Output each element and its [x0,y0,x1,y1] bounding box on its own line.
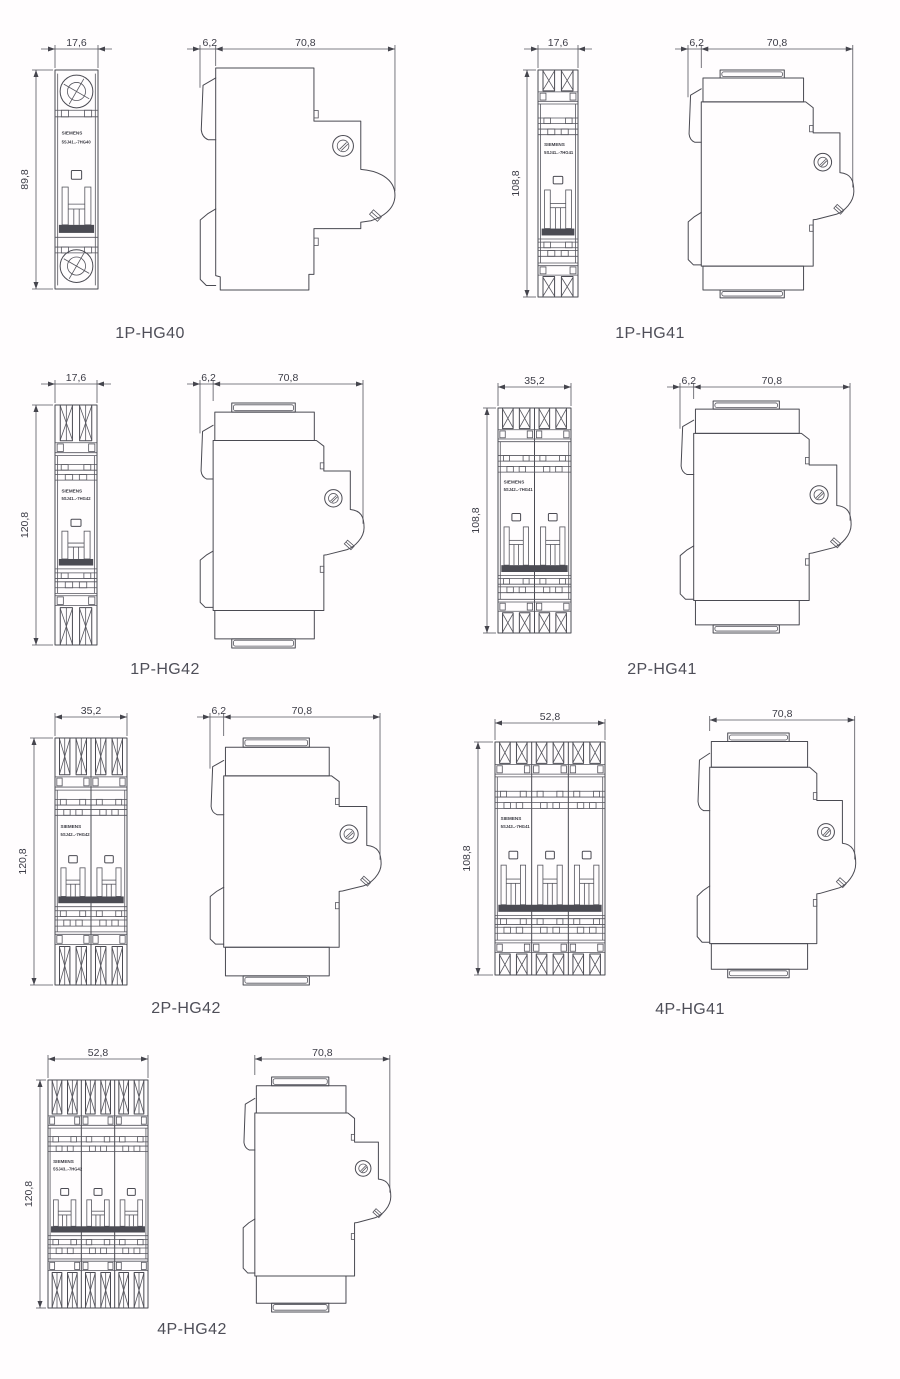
figure-2p-hg42 [17,705,381,1017]
side-depth-dimension-4p-hg42 [255,1047,390,1193]
front-height-dimension-4p-hg42 [23,1080,46,1308]
front-height-dimension-1p-hg40 [19,70,53,289]
front-view-2p-hg42 [55,738,127,985]
device-part-label: 5SJ42..-7HG41 [503,487,533,493]
front-height-dimension-2p-hg42 [17,738,53,985]
device-part-label: 5SJ43..-7HG41 [500,824,530,830]
device-brand-label: SIEMENS [53,1159,74,1165]
side-view-2p-hg41 [680,401,851,633]
front-height-label: 120,8 [19,511,31,539]
front-width-dimension-1p-hg42 [41,372,111,403]
front-width-dimension-1p-hg41 [524,37,592,68]
front-width-dimension-2p-hg42 [55,705,127,736]
side-clip-label: 6,2 [201,372,216,384]
side-depth-label: 70,8 [771,708,793,720]
side-depth-label: 70,8 [295,37,316,49]
caption-1p-hg40: 1P-HG40 [115,325,185,342]
front-width-label: 17,6 [65,372,87,384]
device-brand-label: SIEMENS [503,479,525,485]
side-view-1p-hg41 [688,70,854,298]
front-width-label: 35,2 [524,375,545,387]
device-brand-label: SIEMENS [544,141,565,147]
front-width-dimension-4p-hg42 [48,1047,148,1078]
front-view-4p-hg42 [48,1080,148,1308]
side-view-4p-hg42 [243,1077,391,1312]
caption-4p-hg41: 4P-HG41 [655,1001,725,1018]
side-clip-label: 6,2 [681,375,697,387]
side-depth-label: 70,8 [761,375,783,387]
front-height-dimension-1p-hg41 [510,70,536,297]
front-width-label: 52,8 [87,1047,109,1059]
front-width-dimension-2p-hg41 [498,375,571,406]
front-width-label: 52,8 [539,711,561,723]
figure-1p-hg41 [510,37,854,342]
front-height-dimension-1p-hg42 [19,405,53,645]
device-part-label: 5SJ41..-7HG41 [544,149,574,155]
side-view-4p-hg41 [697,733,856,978]
side-clip-label: 6,2 [689,37,704,49]
caption-1p-hg42: 1P-HG42 [130,661,200,678]
device-part-label: 5SJ42..-7HG42 [60,831,90,837]
device-brand-label: SIEMENS [60,824,82,830]
figure-4p-hg41 [461,708,856,1018]
front-view-2p-hg41 [498,408,571,633]
front-width-dimension-4p-hg41 [495,711,605,740]
figure-1p-hg42 [19,372,364,678]
figure-1p-hg40 [19,37,395,342]
side-depth-label: 70,8 [766,37,788,49]
front-width-label: 35,2 [80,705,102,717]
side-clip-label: 6,2 [202,37,218,49]
front-height-label: 89,8 [19,169,31,190]
side-view-1p-hg42 [200,403,364,648]
front-height-label: 120,8 [17,848,29,875]
front-height-dimension-4p-hg41 [461,742,493,975]
front-height-label: 108,8 [461,845,473,872]
front-width-dimension-1p-hg40 [41,37,112,68]
front-height-label: 108,8 [470,507,482,534]
caption-2p-hg41: 2P-HG41 [627,661,697,678]
front-width-label: 17,6 [66,37,87,49]
figure-4p-hg42 [23,1047,391,1338]
side-depth-dimension-2p-hg42 [197,705,380,860]
side-depth-dimension-1p-hg40 [187,37,395,191]
device-part-label: 5SJ41..-7HG40 [61,139,91,145]
front-height-label: 120,8 [23,1180,35,1208]
figure-2p-hg41 [470,375,851,678]
device-part-label: 5SJ43..-7HG42 [53,1166,83,1172]
side-view-2p-hg42 [210,738,381,985]
side-depth-label: 70,8 [291,705,313,717]
device-brand-label: SIEMENS [500,815,522,821]
front-view-1p-hg41 [538,70,578,297]
side-view-1p-hg40 [200,68,395,290]
side-depth-label: 70,8 [312,1047,333,1059]
side-depth-label: 70,8 [277,372,299,384]
device-brand-label: SIEMENS [61,488,83,494]
side-clip-label: 6,2 [211,705,227,717]
front-width-label: 17,6 [547,37,569,49]
caption-1p-hg41: 1P-HG41 [615,325,685,342]
front-view-1p-hg40 [55,70,98,289]
front-height-label: 108,8 [510,170,522,197]
front-height-dimension-2p-hg41 [470,408,496,633]
front-view-1p-hg42 [55,405,97,645]
device-part-label: 5SJ41..-7HG42 [61,496,91,502]
caption-4p-hg42: 4P-HG42 [157,1321,227,1338]
caption-2p-hg42: 2P-HG42 [151,1000,221,1017]
front-view-4p-hg41 [495,742,605,975]
device-brand-label: SIEMENS [61,130,83,136]
